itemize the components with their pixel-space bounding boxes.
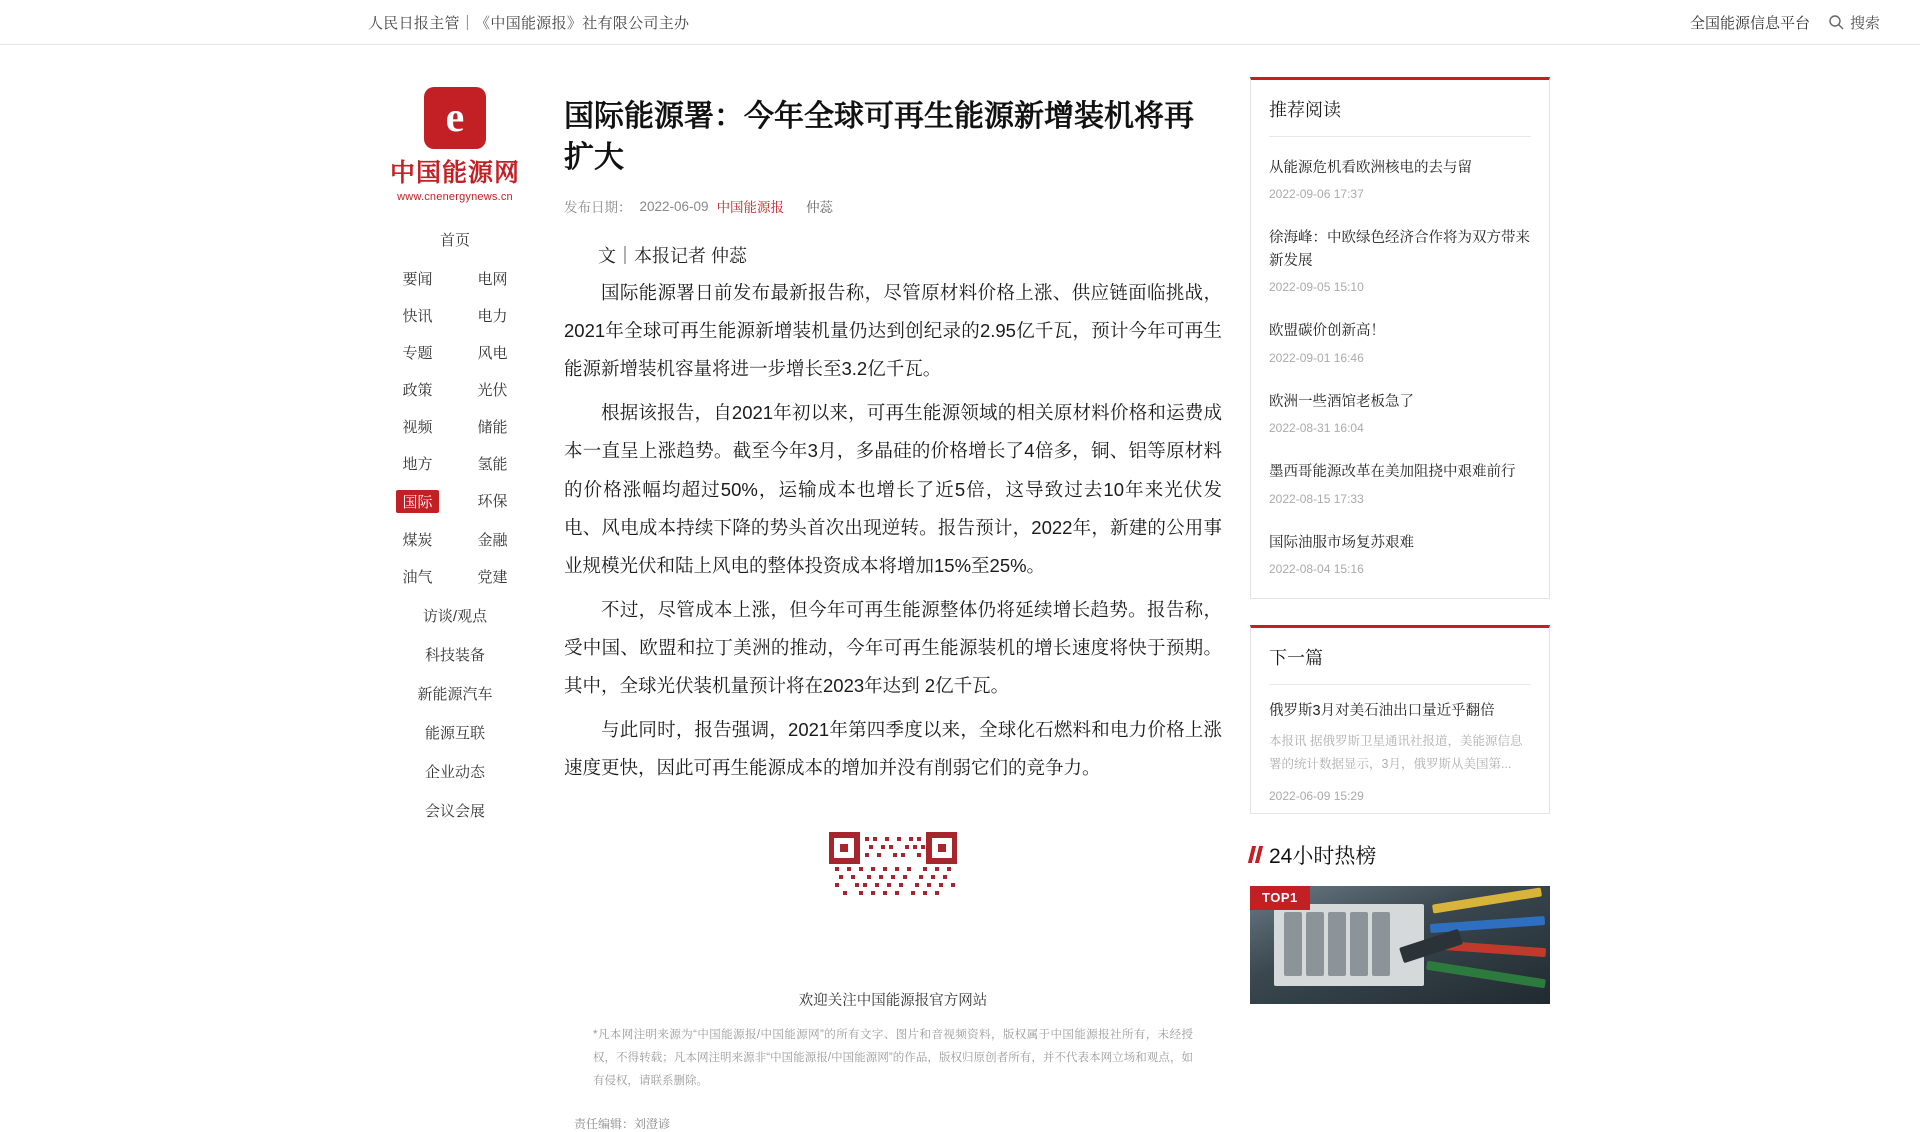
- site-sponsor-text: 人民日报主管｜《中国能源报》社有限公司主办: [368, 14, 690, 32]
- top-bar: [0, 0, 1920, 45]
- footer-credit: 责任编辑：刘澄谚: [574, 1117, 671, 1132]
- logo-url: www.cnenergynews.cn: [397, 191, 513, 203]
- article-footer: [564, 989, 1222, 1093]
- sidebar-item-dianli[interactable]: 电力: [477, 308, 508, 325]
- page-title: 国际能源署：今年全球可再生能源新增装机将再扩大: [564, 100, 1194, 174]
- slash-marks-icon: [1250, 846, 1261, 863]
- sidebar-item-meitan[interactable]: 煤炭: [402, 532, 433, 549]
- logo-name: 中国能源网: [389, 160, 520, 187]
- search-button[interactable]: [1828, 12, 1880, 33]
- article-source[interactable]: 中国能源报: [716, 200, 785, 215]
- hot-list-section: [1250, 840, 1550, 1004]
- sidebar-item-fengdian[interactable]: 风电: [477, 345, 508, 362]
- sidebar-item-zhengce[interactable]: 政策: [402, 382, 433, 399]
- list-item[interactable]: [1269, 377, 1531, 447]
- sidebar-item-chuneng[interactable]: 储能: [477, 419, 508, 436]
- rec-date: 2022-08-15 17:33: [1269, 491, 1364, 506]
- logo-badge: e: [424, 87, 486, 149]
- rec-title: 从能源危机看欧洲核电的去与留: [1269, 160, 1472, 176]
- sidebar-item-zhuanti[interactable]: 专题: [402, 345, 433, 362]
- publish-date: 2022-06-09: [639, 198, 709, 214]
- list-item[interactable]: [1269, 143, 1531, 213]
- publish-date-label: 发布日期：: [564, 200, 632, 215]
- rec-title: 欧洲一些酒馆老板急了: [1269, 393, 1414, 410]
- footer-title: 欢迎关注中国能源报官方网站: [798, 993, 988, 1010]
- rec-date: 2022-08-04 15:16: [1269, 562, 1364, 577]
- sidebar-item-guoji[interactable]: 国际: [396, 490, 438, 513]
- recommended-reading-card: [1250, 77, 1550, 599]
- search-icon: [1828, 14, 1844, 30]
- sidebar-item-keji[interactable]: 科技装备: [424, 647, 485, 664]
- site-logo[interactable]: [370, 87, 540, 203]
- list-item[interactable]: [1269, 518, 1531, 588]
- hot-list-header: [1250, 840, 1550, 870]
- article: [540, 67, 1250, 1132]
- rec-date: 2022-09-01 16:46: [1269, 350, 1364, 365]
- platform-link[interactable]: 全国能源信息平台: [1689, 14, 1810, 32]
- next-article-date: 2022-06-09 15:29: [1269, 788, 1364, 803]
- rec-title: 墨西哥能源改革在美加阻挠中艰难前行: [1269, 464, 1516, 481]
- sidebar-item-jinrong[interactable]: 金融: [477, 532, 508, 549]
- list-item[interactable]: [1269, 213, 1531, 306]
- content-wrapper: [370, 45, 1550, 1132]
- article-author: 仲蕊: [806, 200, 834, 215]
- search-label: 搜索: [1849, 14, 1880, 32]
- next-article-summary: 本报讯 据俄罗斯卫星通讯社报道，美能源信息署的统计数据显示，3月，俄罗斯从美国第...: [1269, 734, 1523, 772]
- recommended-reading-title: 推荐阅读: [1269, 96, 1531, 137]
- article-byline: 文｜本报记者 仲蕊: [598, 246, 748, 266]
- qr-code: [829, 831, 957, 899]
- sidebar-item-youqi[interactable]: 油气: [402, 569, 433, 586]
- next-article-headline[interactable]: 俄罗斯3月对美石油出口量近乎翻倍: [1269, 703, 1495, 720]
- article-paragraph: 根据该报告，自2021年初以来，可再生能源领域的相关原材料价格和运费成本一直呈上涨趋势。截至今年3月，多晶硅的价格增长了4倍多，铜、铝等原材料的价格涨幅均超过50%，运输成本也增长了近5倍，这导致过去10年来光伏发电、风电成本持续下降的势头首次出现逆转。报告预计，2022年，新建的公用事业规模光伏和陆上风电的整体投资成本将增加15%至25%。: [564, 402, 1222, 576]
- article-paragraph: 与此同时，报告强调，2021年第四季度以来，全球化石燃料和电力价格上涨速度更快，因此可再生能源成本的增加并没有削弱它们的竞争力。: [564, 719, 1222, 779]
- rec-title: 欧盟碳价创新高！: [1269, 323, 1385, 340]
- article-paragraph: 不过，尽管成本上涨，但今年可再生能源整体仍将延续增长趋势。报告称，受中国、欧盟和拉丁美洲的推动，今年可再生能源装机的增长速度将快于预期。其中，全球光伏装机量预计将在2023年达到 2亿千瓦。: [564, 598, 1222, 697]
- sidebar-item-qiyedongtai[interactable]: 企业动态: [424, 764, 485, 781]
- sidebar-item-huiyihuizhan[interactable]: 会议会展: [424, 803, 485, 820]
- sidebar: [370, 67, 540, 821]
- sidebar-item-home[interactable]: 首页: [439, 232, 470, 249]
- qr-code-area: [564, 831, 1222, 899]
- list-item[interactable]: [1269, 306, 1531, 376]
- article-meta: [564, 196, 1222, 228]
- hot-list-title: 24小时热榜: [1269, 844, 1377, 868]
- next-article-card: [1250, 625, 1550, 813]
- status-badge: TOP1: [1250, 886, 1310, 910]
- rec-title: 国际油服市场复苏艰难: [1269, 534, 1414, 551]
- article-paragraph: 国际能源署日前发布最新报告称，尽管原材料价格上涨、供应链面临挑战，2021年全球可再生能源新增装机量仍达到创纪录的2.95亿千瓦，预计今年可再生能源新增装机容量将进一步增长至3.2亿千瓦。: [564, 282, 1222, 380]
- sidebar-item-shipin[interactable]: 视频: [402, 419, 433, 436]
- rec-title: 徐海峰：中欧绿色经济合作将为双方带来新发展: [1269, 230, 1530, 269]
- sidebar-item-diangwang[interactable]: 电网: [477, 271, 508, 288]
- sidebar-category-grid: [370, 268, 540, 587]
- sidebar-single-column: [370, 605, 540, 821]
- hot-list-item[interactable]: [1250, 886, 1550, 1004]
- rec-date: 2022-09-05 15:10: [1269, 280, 1364, 295]
- sidebar-item-xinnengyuanqiche[interactable]: 新能源汽车: [417, 686, 493, 703]
- right-rail: [1250, 67, 1550, 1004]
- sidebar-item-dangjian[interactable]: 党建: [477, 569, 508, 586]
- sidebar-item-nengyuanhulian[interactable]: 能源互联: [424, 725, 485, 742]
- list-item[interactable]: [1269, 447, 1531, 517]
- footer-disclaimer: *凡本网注明来源为“中国能源报/中国能源网”的所有文字、图片和音视频资料，版权属于中国能源报社所有，未经授权，不得转载；凡本网注明来源非“中国能源报/中国能源网”的作品，版权归原创者所有，并不代表本网立场和观点，如有侵权，请联系删除。: [593, 1029, 1193, 1088]
- top-bar-right: [1690, 12, 1880, 33]
- sidebar-item-yaowen[interactable]: 要闻: [402, 271, 433, 288]
- rec-date: 2022-09-06 17:37: [1269, 187, 1364, 202]
- page-body: [0, 45, 1920, 1132]
- sidebar-item-kuaixun[interactable]: 快讯: [402, 308, 433, 325]
- next-article-title: 下一篇: [1269, 644, 1531, 685]
- sidebar-item-qingneng[interactable]: 氢能: [477, 456, 508, 473]
- sidebar-item-huanbao[interactable]: 环保: [477, 493, 508, 510]
- sidebar-item-difang[interactable]: 地方: [402, 456, 433, 473]
- sidebar-item-fangtan[interactable]: 访谈/观点: [422, 608, 488, 625]
- rec-date: 2022-08-31 16:04: [1269, 421, 1364, 436]
- sidebar-item-guangfu[interactable]: 光伏: [477, 382, 508, 399]
- sidebar-nav: [370, 229, 540, 821]
